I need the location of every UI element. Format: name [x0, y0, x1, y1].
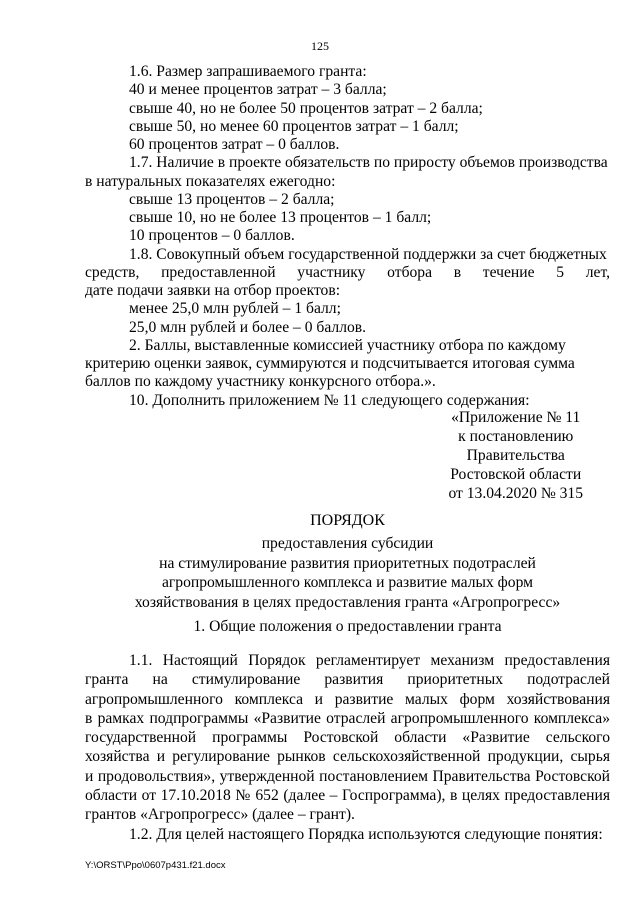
- section-heading: 1. Общие положения о предоставлении гранта: [193, 618, 502, 635]
- text-line: дате подачи заявки на отбор проектов:: [85, 282, 341, 299]
- document-subtitle: [85, 534, 610, 612]
- appendix-line: Ростовской области: [450, 466, 582, 483]
- text-line: 1.8. Совокупный объем государственной поддержки за счет бюджетных: [129, 245, 607, 263]
- footer-file-path: Y:\ORST\Ppo\0607p431.f21.docx: [85, 860, 226, 871]
- text-line: свыше 13 процентов – 2 балла;: [129, 190, 335, 208]
- text-line: 10 процентов – 0 баллов.: [129, 227, 295, 245]
- document-title: ПОРЯДОК: [310, 512, 385, 529]
- text-line: 10. Дополнить приложением № 11 следующего содержания:: [129, 391, 530, 409]
- subtitle-line: хозяйствования в целях предоставления гранта «Агропрогресс»: [134, 593, 561, 611]
- text-line: агропромышленного комплекса и развитие малых форм хозяйствования: [85, 690, 610, 708]
- text-line: 40 и менее процентов затрат – 3 балла;: [129, 81, 387, 99]
- appendix-line: Правительства: [466, 447, 565, 464]
- text-line: свыше 10, но не более 13 процентов – 1 балл;: [129, 209, 432, 226]
- text-line: хозяйства и регулирование рынков сельскохозяйственной продукции, сырья: [85, 748, 610, 766]
- appendix-reference: [448, 408, 583, 503]
- text-line: в натуральных показателях ежегодно:: [85, 172, 336, 190]
- text-line: 1.6. Размер запрашиваемого гранта:: [129, 63, 367, 80]
- page-number: 125: [311, 39, 329, 53]
- text-line: свыше 50, но менее 60 процентов затрат – 1 балл;: [129, 117, 459, 135]
- text-line: грантов «Агропрогресс» (далее – грант).: [85, 806, 355, 824]
- text-line: баллов по каждому участнику конкурсного отбора.».: [85, 373, 436, 391]
- text-line: средств, предоставленной участнику отбора в течение 5 лет,: [85, 263, 610, 281]
- body-text: [85, 63, 610, 410]
- subtitle-line: агропромышленного комплекса и развитие малых форм: [161, 574, 534, 592]
- text-line: 25,0 млн рублей и более – 0 баллов.: [129, 318, 367, 336]
- text-line: в рамках подпрограммы «Развитие отраслей агропромышленного комплекса»: [85, 709, 610, 727]
- section-body: [85, 652, 610, 845]
- appendix-line: к постановлению: [458, 428, 574, 445]
- subtitle-line: предоставления субсидии: [261, 535, 434, 552]
- text-line: менее 25,0 млн рублей – 1 балл;: [129, 300, 341, 318]
- text-line: критерию оценки заявок, суммируются и подсчитывается итоговая сумма: [85, 355, 575, 372]
- text-line: области от 17.10.2018 № 652 (далее – Госпрограмма), в целях предоставления: [85, 787, 610, 805]
- text-line: 1.2. Для целей настоящего Порядка используются следующие понятия:: [129, 825, 603, 843]
- text-line: 1.7. Наличие в проекте обязательств по приросту объемов производства: [129, 154, 608, 172]
- text-line: гранта на стимулирование развития приоритетных подотраслей: [85, 671, 610, 689]
- appendix-line: «Приложение № 11: [451, 409, 581, 426]
- text-line: 60 процентов затрат – 0 баллов.: [129, 136, 340, 153]
- text-line: государственной программы Ростовской области «Развитие сельского: [85, 729, 610, 747]
- text-line: 1.1. Настоящий Порядок регламентирует механизм предоставления: [129, 652, 610, 669]
- text-line: 2. Баллы, выставленные комиссией участнику отбора по каждому: [129, 336, 566, 354]
- text-line: свыше 40, но не более 50 процентов затрат – 2 балла;: [129, 99, 483, 117]
- subtitle-line: на стимулирование развития приоритетных подотраслей: [159, 554, 536, 572]
- text-line: и продовольствия», утвержденной постановлением Правительства Ростовской: [85, 767, 610, 785]
- appendix-line: от 13.04.2020 № 315: [448, 485, 583, 502]
